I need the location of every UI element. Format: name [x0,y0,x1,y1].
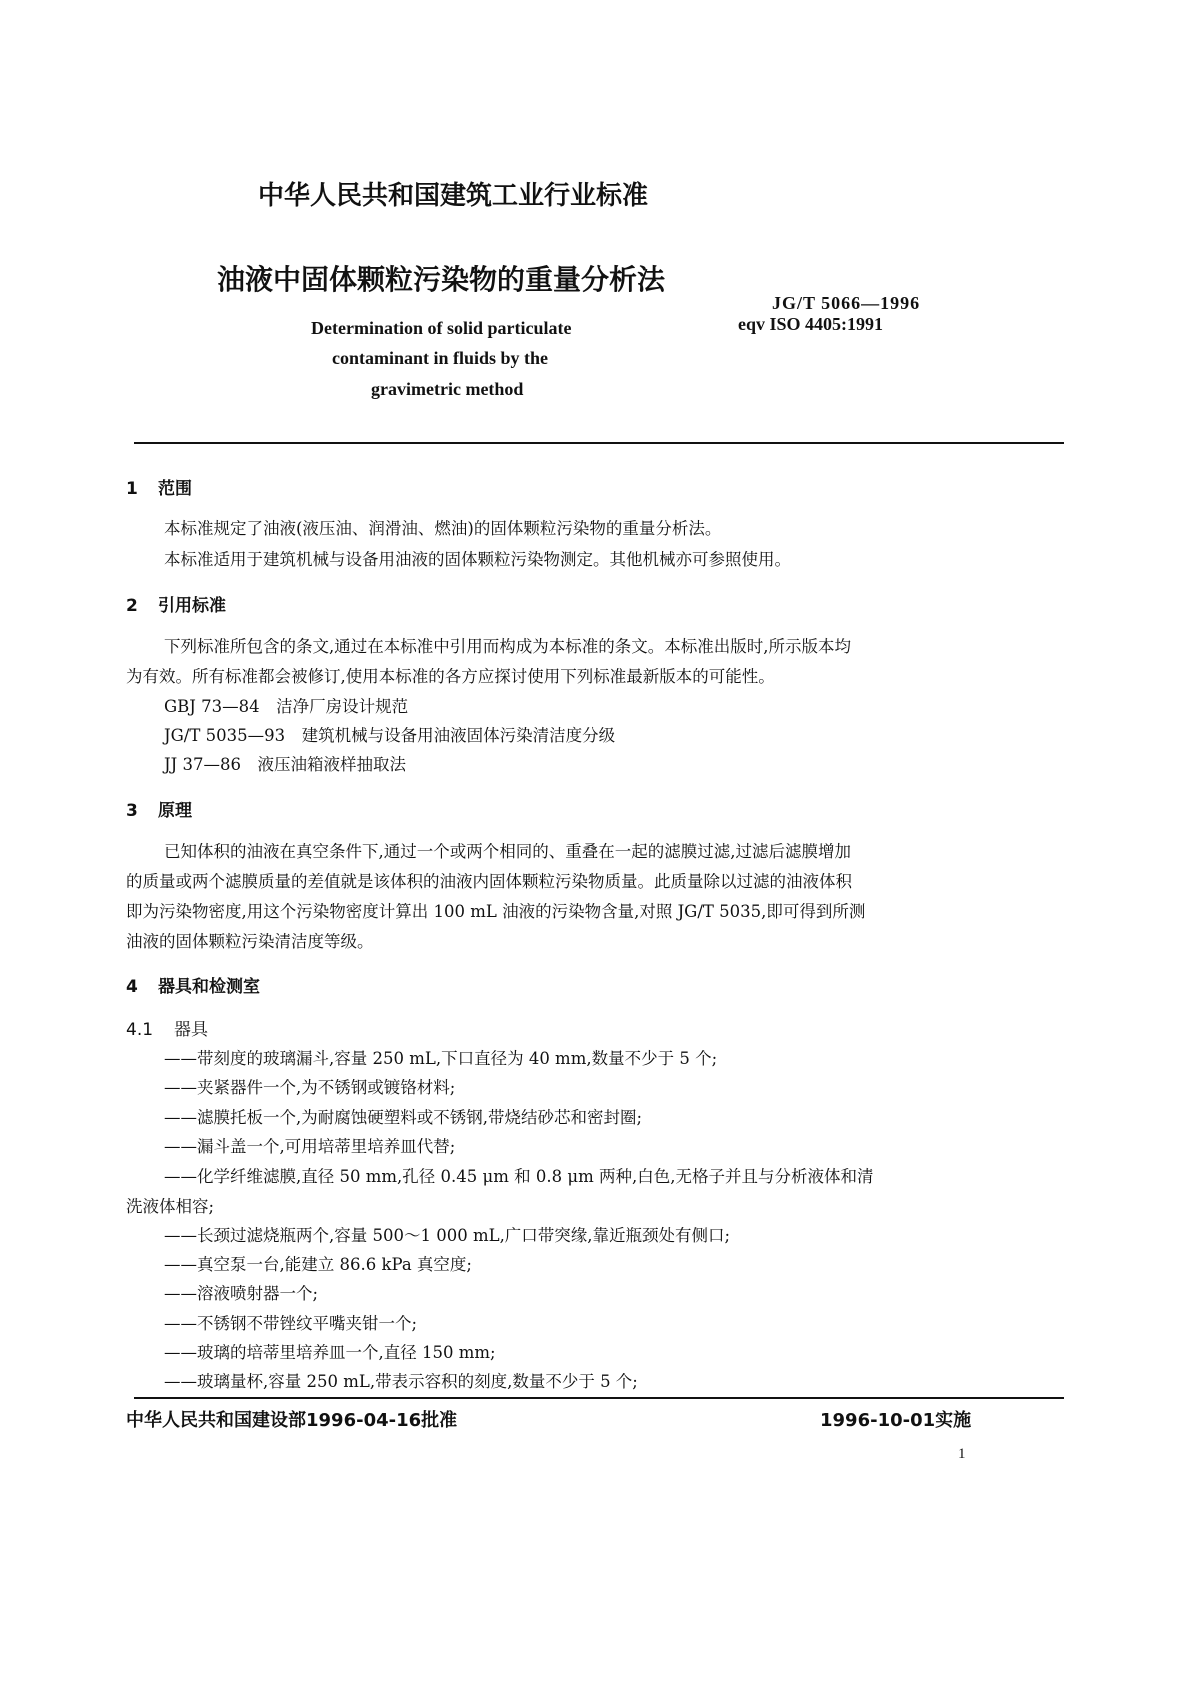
equipment-item: ——真空泵一台,能建立 86.6 kPa 真空度; [164,1255,472,1274]
section-4-heading [126,972,260,997]
section-title: 原理 [158,801,192,821]
paragraph-line: 下列标准所包含的条文,通过在本标准中引用而构成为本标准的条文。本标准出版时,所示版本均 [164,637,851,656]
equipment-item: ——夹紧器件一个,为不锈钢或镀铬材料; [164,1078,456,1097]
header-divider [134,442,1064,444]
approval-line: 中华人民共和国建设部1996-04-16批准 [126,1410,458,1431]
page-number: 1 [958,1446,966,1462]
document-title: 油液中固体颗粒污染物的重量分析法 [217,263,666,296]
english-title-line-3: gravimetric method [371,379,524,399]
implementation-date: 1996-10-01实施 [820,1410,972,1431]
footer-divider [134,1397,1064,1399]
standard-code: JG/T 5066—1996 [772,293,921,313]
section-1-heading [126,474,192,499]
equipment-item: ——长颈过滤烧瓶两个,容量 500～1 000 mL,广口带突缘,靠近瓶颈处有侧口; [164,1226,731,1245]
equipment-item: ——不锈钢不带锉纹平嘴夹钳一个; [164,1314,418,1333]
subsection-number: 4.1 [126,1020,154,1040]
section-number: 2 [126,596,138,616]
equipment-item: ——玻璃量杯,容量 250 mL,带表示容积的刻度,数量不少于 5 个; [164,1372,638,1391]
paragraph-line: 的质量或两个滤膜质量的差值就是该体积的油液内固体颗粒污染物质量。此质量除以过滤的油液体积 [126,872,852,891]
reference-item: JG/T 5035—93 建筑机械与设备用油液固体污染清洁度分级 [164,726,616,745]
paragraph-line: 即为污染物密度,用这个污染物密度计算出 100 mL 油液的污染物含量,对照 JG/T 5035,即可得到所测 [126,902,866,921]
reference-item: JJ 37—86 液压油箱液样抽取法 [164,755,406,774]
section-title: 器具和检测室 [158,977,260,997]
equipment-item: ——漏斗盖一个,可用培蒂里培养皿代替; [164,1137,456,1156]
paragraph-line: 为有效。所有标准都会被修订,使用本标准的各方应探讨使用下列标准最新版本的可能性。 [126,667,775,686]
reference-item: GBJ 73—84 洁净厂房设计规范 [164,697,409,716]
equipment-item: ——滤膜托板一个,为耐腐蚀硬塑料或不锈钢,带烧结砂芯和密封圈; [164,1108,643,1127]
section-number: 1 [126,479,138,499]
equipment-item: ——带刻度的玻璃漏斗,容量 250 mL,下口直径为 40 mm,数量不少于 5 个; [164,1049,718,1068]
english-title-line-1: Determination of solid particulate [311,318,572,338]
issuing-body-title: 中华人民共和国建筑工业行业标准 [258,181,649,211]
paragraph-line: 本标准适用于建筑机械与设备用油液的固体颗粒污染物测定。其他机械亦可参照使用。 [164,550,791,569]
equipment-item: ——化学纤维滤膜,直径 50 mm,孔径 0.45 μm 和 0.8 μm 两种,白色,无格子并且与分析液体和清 [164,1167,874,1186]
section-3-heading [126,796,192,821]
english-title-line-2: contaminant in fluids by the [332,348,549,368]
section-number: 3 [126,801,138,821]
paragraph-line: 油液的固体颗粒污染清洁度等级。 [126,932,374,951]
equipment-item: ——玻璃的培蒂里培养皿一个,直径 150 mm; [164,1343,496,1362]
equipment-item: ——溶液喷射器一个; [164,1284,319,1303]
section-title: 范围 [158,479,192,499]
section-title: 引用标准 [158,596,226,616]
equipment-item-continuation: 洗液体相容; [126,1197,215,1216]
section-number: 4 [126,977,138,997]
subsection-4-1-heading [126,1015,208,1040]
paragraph-line: 已知体积的油液在真空条件下,通过一个或两个相同的、重叠在一起的滤膜过滤,过滤后滤膜增加 [164,842,851,861]
section-2-heading [126,591,226,616]
iso-equivalence: eqv ISO 4405:1991 [738,314,884,334]
subsection-title: 器具 [174,1020,208,1040]
paragraph-line: 本标准规定了油液(液压油、润滑油、燃油)的固体颗粒污染物的重量分析法。 [164,519,722,538]
